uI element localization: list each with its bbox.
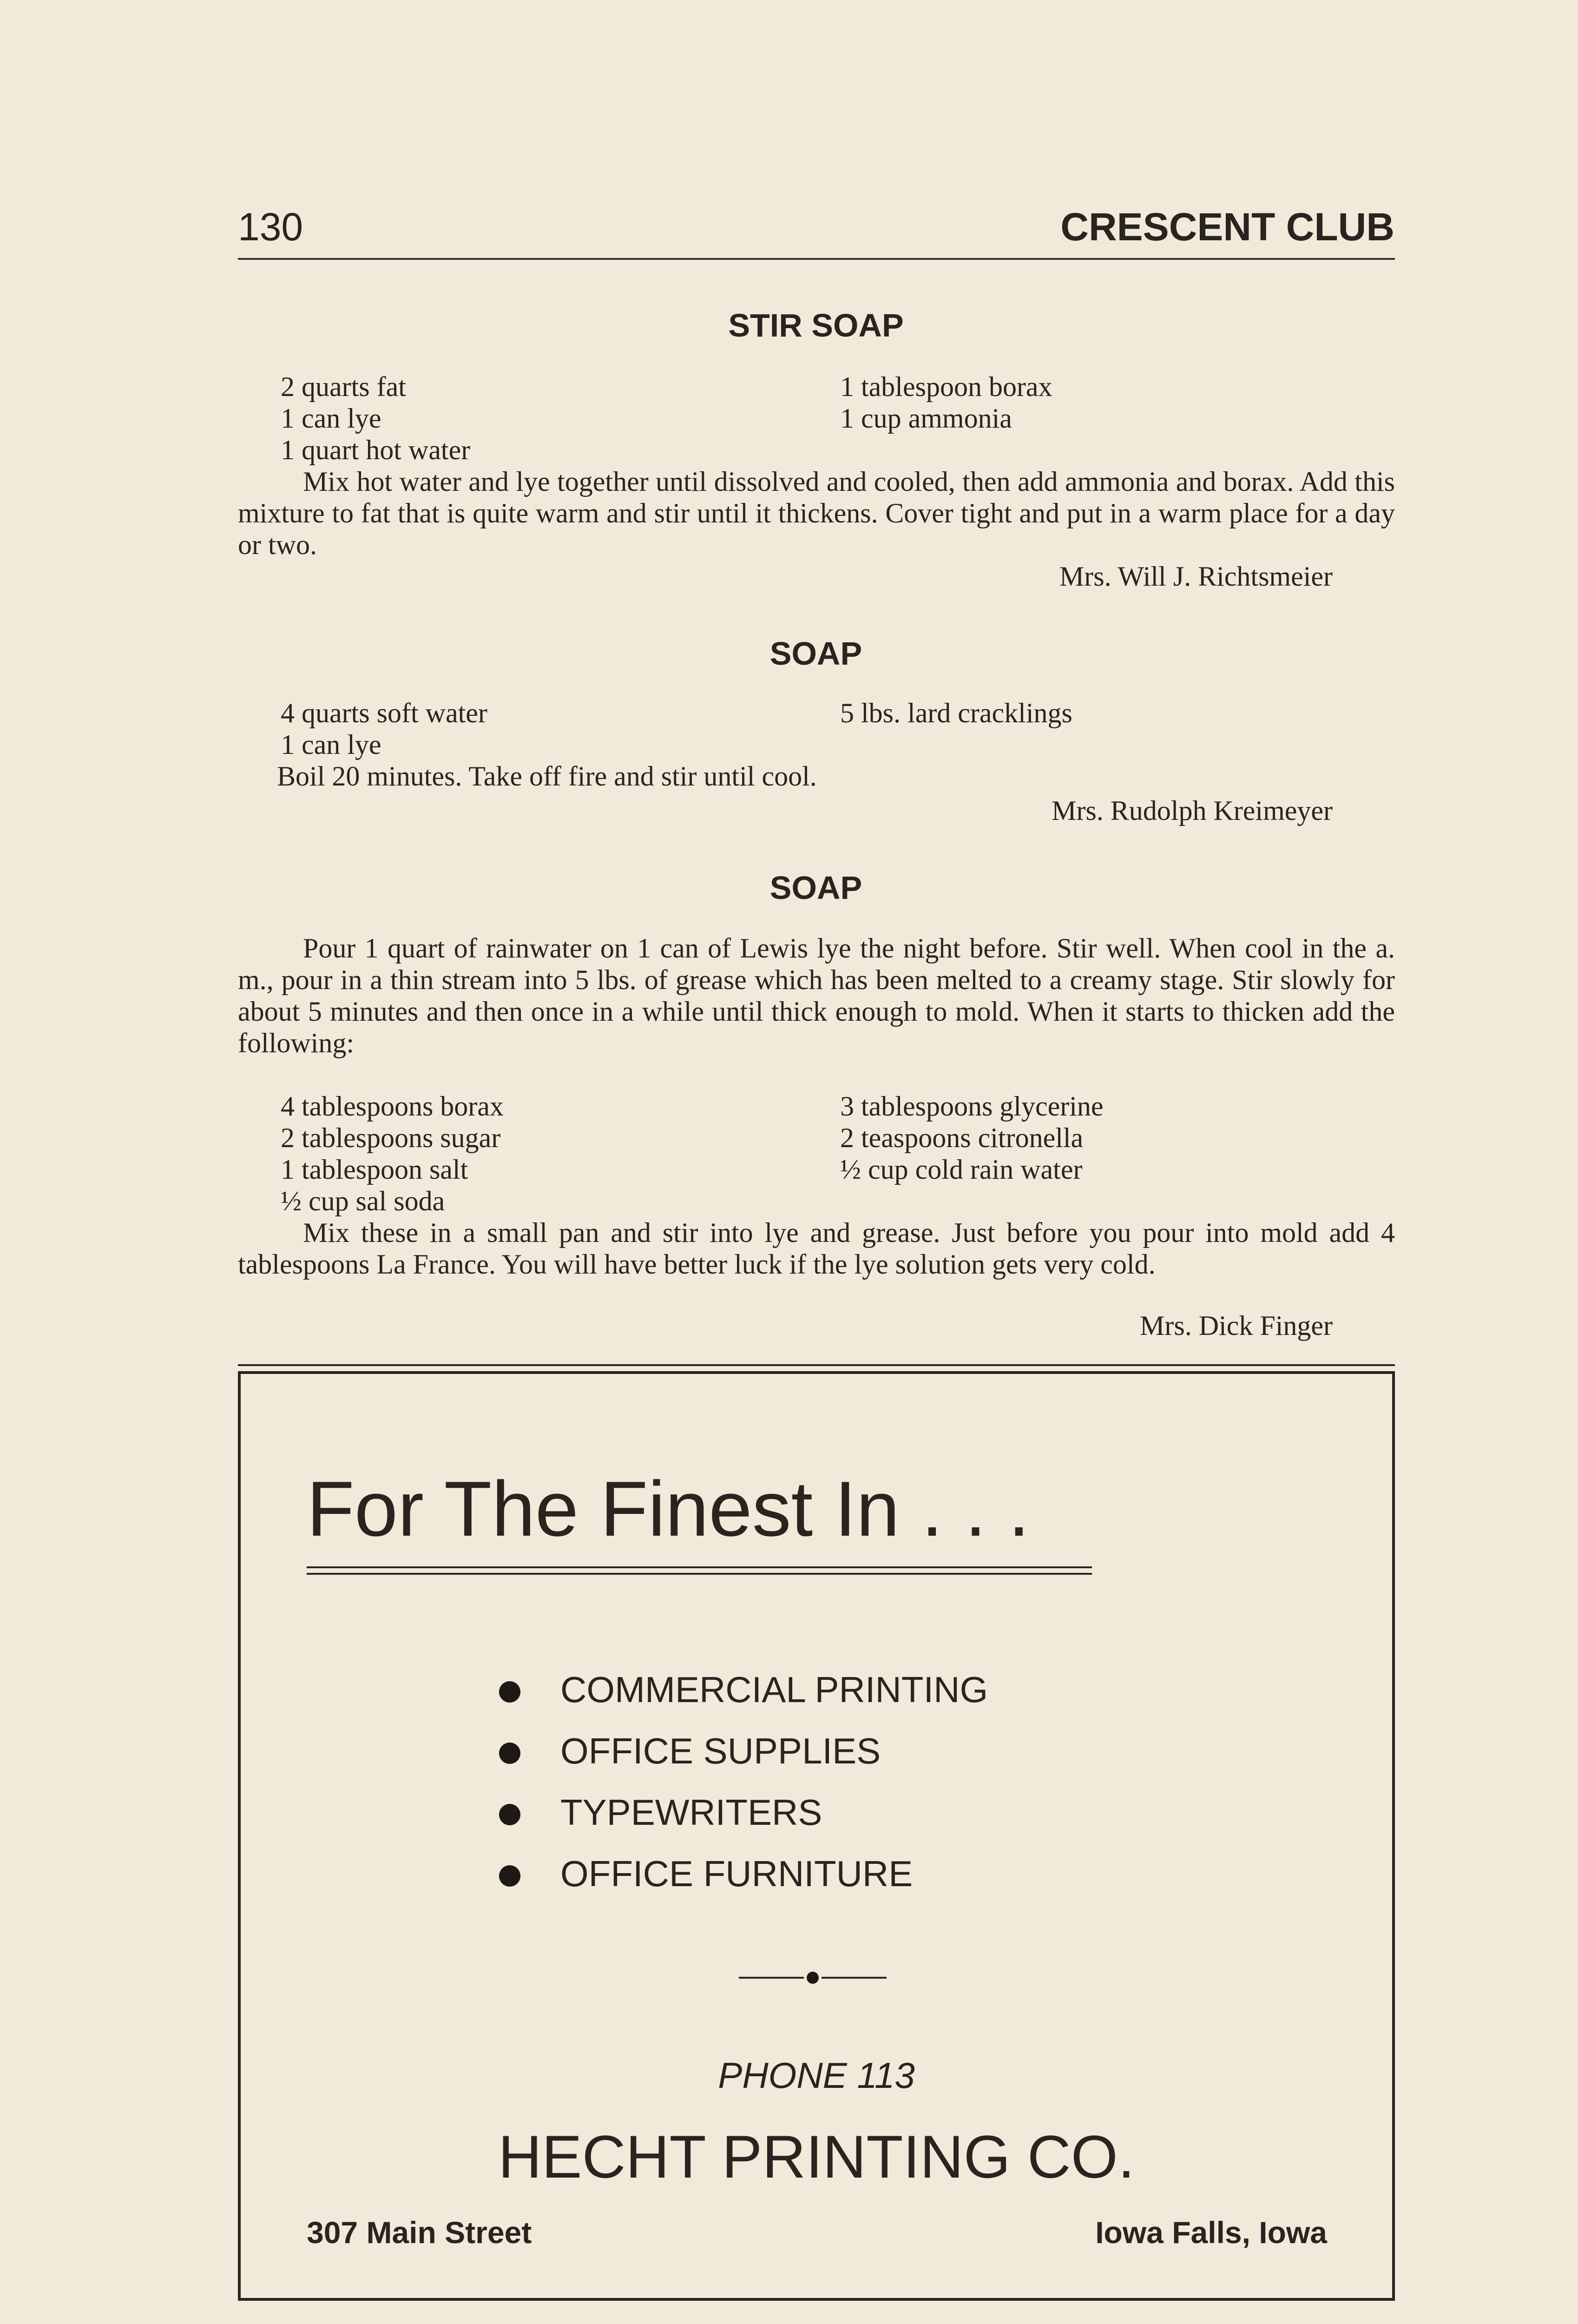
service-item: OFFICE SUPPLIES [560, 1730, 881, 1771]
ad-phone: PHONE 113 [718, 2055, 915, 2096]
ingredient: 4 quarts soft water [281, 698, 487, 728]
recipe-contributor: Mrs. Rudolph Kreimeyer [1052, 795, 1333, 826]
bullet-icon [499, 1681, 520, 1703]
ingredient: ½ cup cold rain water [840, 1154, 1083, 1185]
ad-company-name: HECHT PRINTING CO. [498, 2123, 1135, 2191]
running-title: CRESCENT CLUB [1060, 205, 1394, 249]
ad-heading-rule [307, 1573, 1092, 1575]
ad-address: 307 Main Street [307, 2215, 532, 2250]
ad-heading-rule [307, 1566, 1092, 1568]
page-number: 130 [238, 205, 303, 249]
ad-heading: For The Finest In . . . [307, 1465, 1030, 1552]
bullet-icon [499, 1865, 520, 1887]
recipe-directions: Boil 20 minutes. Take off fire and stir until cool. [277, 761, 817, 792]
recipe-contributor: Mrs. Dick Finger [1140, 1310, 1333, 1341]
ingredient: 2 quarts fat [281, 371, 406, 402]
service-item: OFFICE FURNITURE [560, 1853, 913, 1894]
ingredient: 1 can lye [281, 403, 381, 434]
ingredient: 1 tablespoon borax [840, 371, 1052, 402]
ingredient: 2 tablespoons sugar [281, 1122, 501, 1153]
ingredient: 4 tablespoons borax [281, 1091, 504, 1122]
recipe-contributor: Mrs. Will J. Richtsmeier [1059, 561, 1333, 592]
ingredient: 3 tablespoons glycerine [840, 1091, 1104, 1122]
header-rule [238, 258, 1395, 260]
bullet-icon [499, 1804, 520, 1825]
bullet-icon [499, 1743, 520, 1764]
ad-city: Iowa Falls, Iowa [1095, 2215, 1327, 2250]
ornament-rule [739, 1977, 804, 1979]
ornament-rule [822, 1977, 887, 1979]
ingredient: 5 lbs. lard cracklings [840, 698, 1072, 728]
service-item: COMMERCIAL PRINTING [560, 1669, 988, 1710]
recipe-title: SOAP [769, 635, 862, 672]
service-item: TYPEWRITERS [560, 1792, 822, 1833]
ingredient: ½ cup sal soda [281, 1186, 445, 1216]
ornament-dot-icon [807, 1972, 819, 1984]
ingredient: 1 quart hot water [281, 435, 471, 465]
ingredient: 1 can lye [281, 729, 381, 760]
ingredient: 2 teaspoons citronella [840, 1122, 1084, 1153]
ad-top-rule [238, 1364, 1395, 1366]
ingredient: 1 tablespoon salt [281, 1154, 468, 1185]
recipe-directions: Mix these in a small pan and stir into lye and grease. Just before you pour into mold add 4 tablespoons La France. You will have better luck if the lye solution gets very cold. [238, 1217, 1395, 1280]
recipe-directions: Mix hot water and lye together until dissolved and cooled, then add ammonia and borax. Add this mixture to fat that is quite warm and stir until it thickens. Cover tight and put in a warm place for a day or two. [238, 466, 1395, 560]
ingredient: 1 cup ammonia [840, 403, 1012, 434]
recipe-title: SOAP [769, 870, 862, 906]
recipe-intro: Pour 1 quart of rainwater on 1 can of Lewis lye the night before. Stir well. When cool in the a. m., pour in a thin stream into 5 lbs. of grease which has been melted to a creamy stage. Stir slowly for about 5 minutes and then once in a while until thick enough to mold. When it starts to thicken add the following: [238, 933, 1395, 1058]
recipe-title: STIR SOAP [728, 307, 904, 343]
